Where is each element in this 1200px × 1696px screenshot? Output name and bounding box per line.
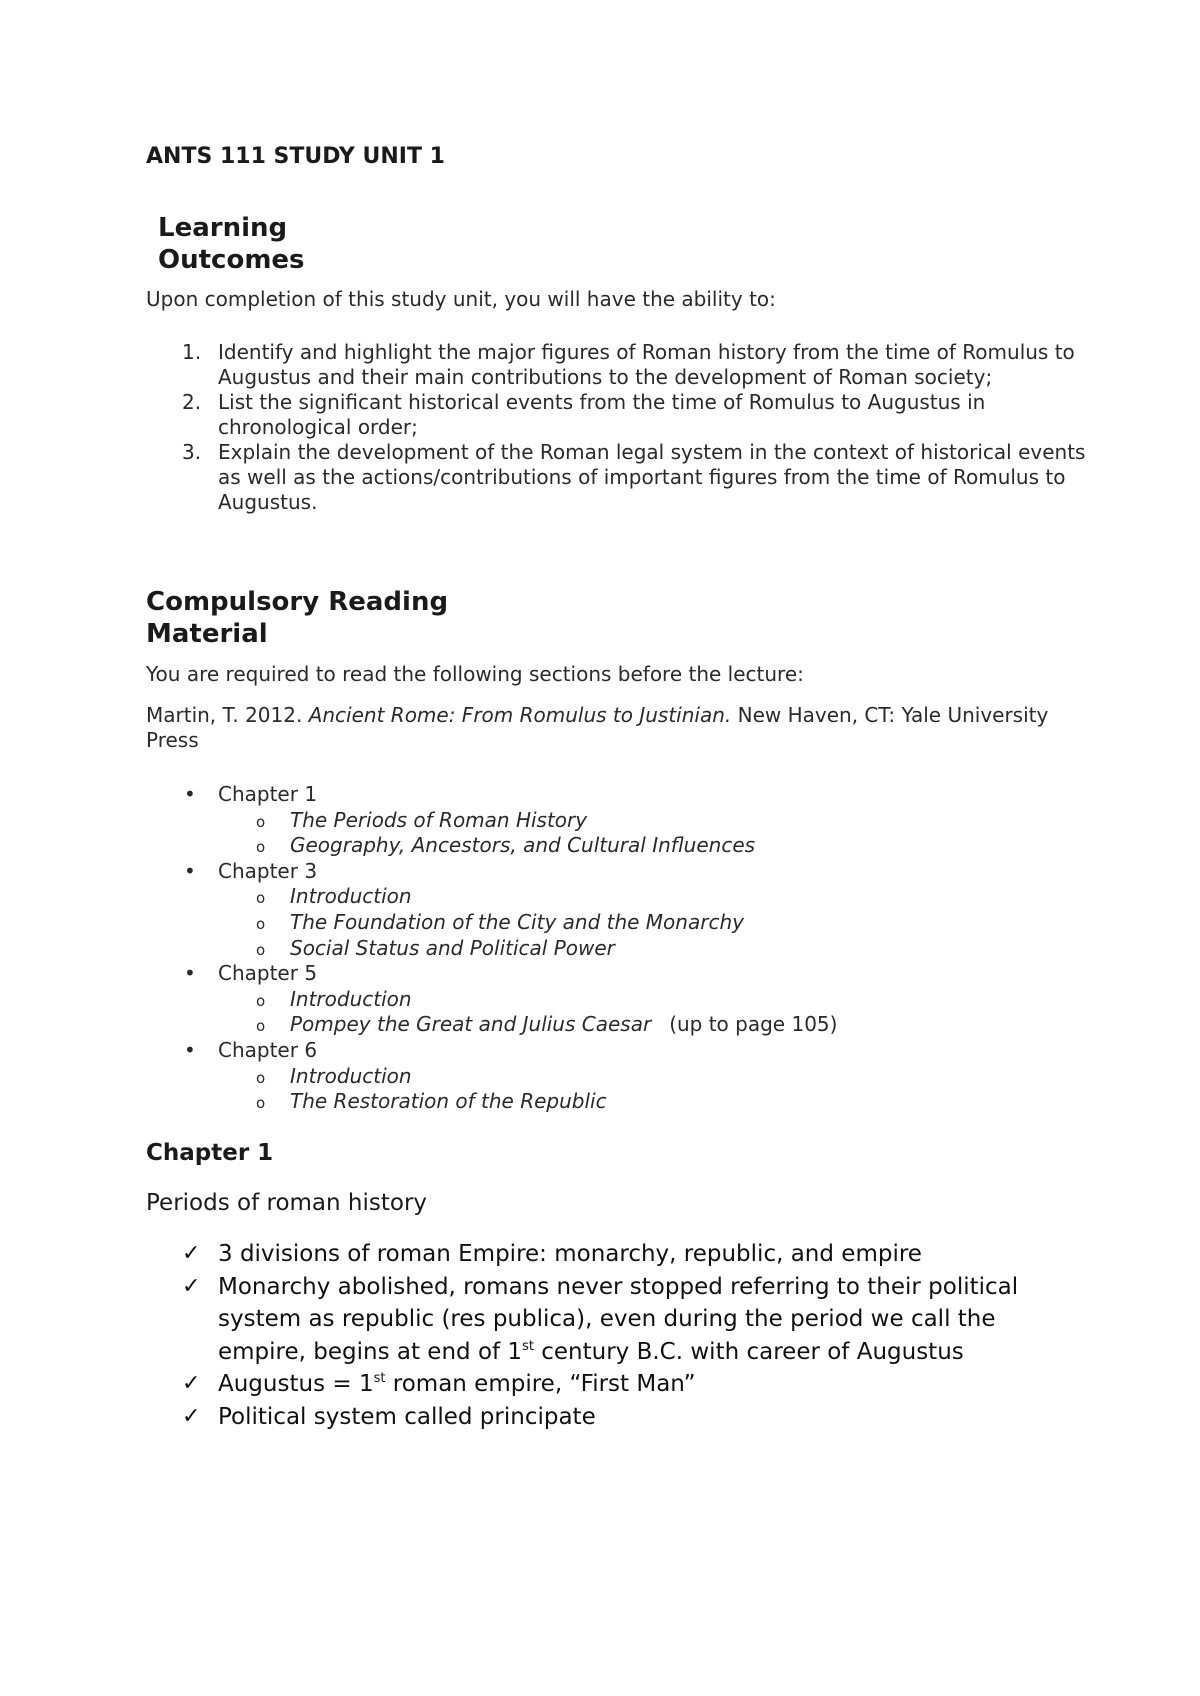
section-title: The Restoration of the Republic [290, 1089, 607, 1114]
chapter-label: Chapter 6 [218, 1037, 318, 1062]
outcome-text: Identify and highlight the major figures of Roman history from the time of Romulus to Augustus and their main contributions to the development of Roman society; [218, 340, 1075, 389]
citation-book-title: Ancient Rome: From Romulus to Justinian. [308, 703, 732, 727]
checkmark-icon: ✓ [182, 1241, 201, 1266]
outcome-number: 1. [182, 340, 202, 364]
chapter-label: Chapter 5 [218, 961, 318, 986]
ordinal-suffix: st [522, 1338, 534, 1354]
outcome-item [146, 340, 1086, 390]
section-title: Introduction [290, 884, 412, 909]
section-title: Pompey the Great and Julius Caesar [290, 1012, 652, 1037]
chapter-item [146, 859, 1086, 961]
citation-publisher: New Haven, CT: Yale University Press [146, 703, 1049, 752]
section-item [256, 1063, 1086, 1090]
learning-outcomes-intro: Upon completion of this study unit, you will have the ability to: [146, 287, 776, 311]
bullet-icon: • [184, 1037, 196, 1062]
note-item [146, 1401, 1086, 1434]
section-item [256, 833, 1086, 859]
section-list [218, 1064, 1086, 1115]
section-title: The Periods of Roman History [290, 807, 588, 832]
section-list [218, 808, 1086, 859]
section-item [256, 909, 1086, 936]
bullet-icon: • [184, 858, 196, 883]
note-text: Political system called principate [218, 1403, 596, 1430]
note-text: 3 divisions of roman Empire: monarchy, republic, and empire [218, 1241, 922, 1267]
section-item [256, 986, 1086, 1013]
notes-checklist [146, 1238, 1086, 1433]
learning-outcomes-heading-line1: Learning [158, 213, 288, 243]
section-list [218, 884, 1086, 961]
chapter-item [146, 961, 1086, 1038]
note-item [146, 1238, 1086, 1271]
chapter-label: Chapter 3 [218, 858, 318, 883]
section-title: Geography, Ancestors, and Cultural Influences [290, 833, 756, 858]
ordinal-suffix: st [373, 1371, 386, 1386]
section-title: The Foundation of the City and the Monarchy [290, 909, 744, 934]
section-item [256, 1089, 1086, 1115]
sub-bullet-icon: o [256, 1068, 266, 1087]
learning-outcomes-list [146, 340, 1086, 515]
chapter-item [146, 782, 1086, 859]
sub-bullet-icon: o [256, 812, 266, 831]
note-text: Augustus = 1 [218, 1371, 374, 1397]
notes-subheading: Periods of roman history [146, 1190, 428, 1216]
checkmark-icon: ✓ [182, 1273, 201, 1299]
document-title: ANTS 111 STUDY UNIT 1 [146, 144, 445, 169]
reading-requirement: You are required to read the following sections before the lecture: [146, 662, 804, 686]
section-title: Introduction [290, 1063, 412, 1088]
note-text-cont: century B.C. with career of Augustus [533, 1338, 964, 1365]
outcome-item [146, 390, 1086, 440]
section-title: Introduction [290, 986, 412, 1011]
compulsory-reading-heading [146, 586, 448, 650]
outcome-number: 3. [182, 440, 202, 464]
notes-chapter-heading: Chapter 1 [146, 1140, 274, 1166]
section-item [256, 807, 1086, 834]
note-item [146, 1368, 1086, 1401]
section-title: Social Status and Political Power [290, 935, 615, 960]
sub-bullet-icon: o [256, 940, 266, 959]
reading-chapter-list [146, 782, 1086, 1115]
sub-bullet-icon: o [256, 1094, 266, 1113]
outcome-text: Explain the development of the Roman legal system in the context of historical events as well as the actions/contributions of important figures from the time of Romulus to Augustus. [218, 440, 1086, 514]
note-item [146, 1271, 1086, 1369]
book-citation [146, 703, 1086, 753]
outcome-number: 2. [182, 390, 202, 414]
sub-bullet-icon: o [256, 838, 266, 857]
bullet-icon: • [184, 782, 196, 806]
note-text-cont: roman empire, “First Man” [385, 1371, 696, 1397]
note-text: Monarchy abolished, romans never stopped referring to their political system as republic (res publica), even during the period we call the empire, begins at end of 1 [218, 1273, 1019, 1365]
outcome-item [146, 440, 1086, 515]
sub-bullet-icon: o [256, 914, 266, 933]
section-list [218, 987, 1086, 1038]
outcome-text: List the significant historical events from the time of Romulus to Augustus in chronological order; [218, 390, 986, 439]
section-item [256, 935, 1086, 962]
bullet-icon: • [184, 961, 196, 986]
learning-outcomes-heading [158, 212, 305, 276]
learning-outcomes-heading-line2: Outcomes [158, 245, 305, 275]
citation-author: Martin, T. 2012. [146, 703, 309, 727]
checkmark-icon: ✓ [182, 1371, 201, 1396]
section-page-note: (up to page 105) [669, 1012, 838, 1037]
sub-bullet-icon: o [256, 889, 266, 908]
chapter-item [146, 1038, 1086, 1115]
compulsory-reading-heading-line2: Material [146, 619, 268, 649]
checkmark-icon: ✓ [182, 1403, 201, 1429]
section-item [256, 1012, 1086, 1038]
sub-bullet-icon: o [256, 991, 266, 1010]
chapter-label: Chapter 1 [218, 782, 318, 806]
sub-bullet-icon: o [256, 1017, 266, 1036]
compulsory-reading-heading-line1: Compulsory Reading [146, 587, 449, 617]
section-item [256, 884, 1086, 910]
